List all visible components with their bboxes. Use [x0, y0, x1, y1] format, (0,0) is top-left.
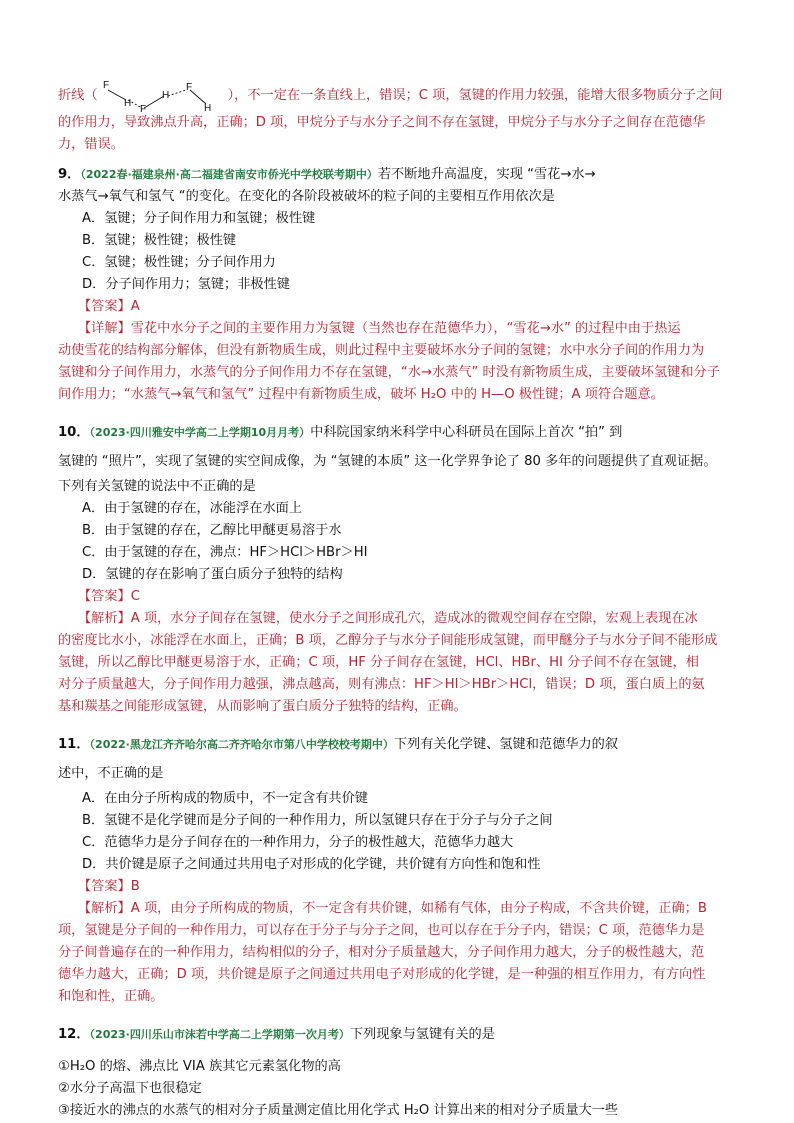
fragment-line-3: 力，错误。: [58, 137, 124, 152]
q10-analysis-text-1: A 项，水分子间存在氢键，使水分子之间形成孔穴，造成冰的微观空间存在空隙，宏观上表现在冰: [130, 611, 698, 626]
q9-number: 9．: [58, 167, 81, 182]
q11-stem-1: 下列有关化学键、氢键和范德华力的叙: [393, 737, 619, 752]
q12-stem-line-1: [58, 1020, 738, 1050]
q9-analysis-tag: 【详解】: [78, 321, 131, 336]
fragment-line-2: 的作用力，导致沸点升高，正确；D 项，甲烷分子与水分子之间不存在氢键，甲烷分子与水分子之间存在范德华: [58, 115, 706, 130]
question-11: [58, 730, 738, 1008]
q10-stem-line-1: [58, 418, 738, 448]
q12-item-3: ③接近水的沸点的水蒸气的相对分子质量测定值比用化学式 H₂O 计算出来的相对分子质量大一些: [58, 1103, 619, 1118]
q9-analysis-line-4: 间作用力；“水蒸气→氧气和氢气” 过程中有新物质生成，破坏 H₂O 中的 H—O 极性键；A 项符合题意。: [58, 387, 664, 402]
q12-item-2: ②水分子高温下也很稳定: [58, 1081, 202, 1096]
q10-analysis-line-1: [58, 608, 738, 630]
q12-number: 12．: [58, 1027, 90, 1042]
q9-stem-line-1: [58, 164, 738, 186]
atom-f-3: F: [185, 82, 192, 93]
question-10: [58, 418, 738, 718]
q11-option-c: C．范德华力是分子间存在的一种作用力，分子的极性越大，范德华力越大: [82, 835, 514, 850]
q11-analysis-line-5: 和饱和性，正确。: [58, 989, 164, 1004]
q11-option-d: D．共价键是原子之间通过共用电子对形成的化学键，共价键有方向性和饱和性: [82, 857, 541, 872]
top-fragment: [58, 78, 738, 156]
q11-analysis-line-2: 项，氢键是分子间的一种作用力，可以存在于分子与分子之间，也可以存在于分子内，错误；C 项，范德华力是: [58, 923, 705, 938]
q10-option-c: C．由于氢键的存在，沸点：HF＞HCl＞HBr＞HI: [82, 545, 368, 560]
fragment-suffix: ），不一定在一条直线上，错误；C 项，氢键的作用力较强，能增大很多物质分子之间: [227, 88, 723, 103]
q9-analysis-line-3: 氢键和分子间作用力，水蒸气的分子间作用力不存在氢键，“水→水蒸气” 时没有新物质生成，主要破坏氢键和分子: [58, 365, 720, 380]
q12-source: （2023·四川乐山市沫若中学高二上学期第一次月考）: [89, 1028, 350, 1041]
q10-analysis-tag: 【解析】: [78, 611, 131, 626]
q11-analysis-tag: 【解析】: [78, 901, 131, 916]
q11-stem-line-1: [58, 730, 738, 760]
atom-f-2: F: [139, 104, 146, 112]
question-9: [58, 164, 738, 406]
atom-h-2: H: [161, 90, 169, 101]
q11-option-b: B．氢键不是化学键而是分子间的一种作用力，所以氢键只存在于分子与分子之间: [82, 813, 553, 828]
q9-option-d: D．分子间作用力；氢键；非极性键: [82, 277, 290, 292]
fragment-prefix: 折线（: [58, 88, 98, 103]
q9-option-b: B．氢键；极性键；极性键: [82, 233, 237, 248]
q10-analysis-line-5: 基和羰基之间能形成氢键，从而影响了蛋白质分子独特的结构，正确。: [58, 699, 467, 714]
q10-analysis-line-4: 对分子质量越大，分子间作用力越强，沸点越高，则有沸点：HF＞HI＞HBr＞HCl，错误；D 项，蛋白质上的氨: [58, 677, 705, 692]
q11-option-a: A．在由分子所构成的物质中，不一定含有共价键: [82, 791, 368, 806]
q9-analysis-text-1: 雪花中水分子之间的主要作用力为氢键（当然也存在范德华力），“雪花→水” 的过程中由于热运: [130, 321, 681, 336]
q11-analysis-line-4: 德华力越大，正确；D 项，共价键是原子之间通过共用电子对形成的化学键，是一种强的相互作用力，有方向性: [58, 967, 706, 982]
q9-option-a: A．氢键；分子间作用力和氢键；极性键: [82, 211, 316, 226]
q9-stem-line-2: 水蒸气→氧气和氢气 “的变化。在变化的各阶段被破坏的粒子间的主要相互作用依次是: [58, 189, 555, 204]
fragment-line-1: [58, 78, 738, 112]
q9-source: （2022春·福建泉州·高二福建省南安市侨光中学校联考期中）: [80, 168, 378, 181]
q10-option-d: D．氢键的存在影响了蛋白质分子独特的结构: [82, 567, 343, 582]
hf-chain-molecule-diagram: [98, 78, 228, 112]
q9-analysis-line-1: [58, 318, 738, 340]
q11-analysis-line-3: 分子间普遍存在的一种作用力，结构相似的分子，相对分子质量越大，分子间作用力越大，分子的极性越大，范: [58, 945, 705, 960]
q12-item-1: ①H₂O 的熔、沸点比 VIA 族其它元素氢化物的高: [58, 1059, 341, 1074]
atom-h-3: H: [203, 103, 211, 112]
q10-stem-1: 中科院国家纳米科学中心科研员在国际上首次 “拍” 到: [310, 425, 623, 440]
q10-option-a: A．由于氢键的存在，冰能浮在水面上: [82, 501, 303, 516]
q11-answer: 【答案】B: [78, 879, 140, 894]
q10-stem-line-3: 下列有关氢键的说法中不正确的是: [58, 479, 256, 494]
q9-answer: 【答案】A: [78, 299, 140, 314]
q10-number: 10．: [58, 425, 90, 440]
q11-stem-line-2: 述中，不正确的是: [58, 766, 164, 781]
page-content: [58, 80, 738, 1122]
q10-answer: 【答案】C: [78, 589, 140, 604]
q11-number: 11．: [58, 737, 90, 752]
q9-option-c: C．氢键；极性键；分子间作用力: [82, 255, 276, 270]
q10-stem-line-2: 氢键的 “照片”，实现了氢键的实空间成像，为 “氢键的本质” 这一化学界争论了 80 多年的问题提供了直观证据。: [58, 454, 717, 469]
hf-chain-svg: [98, 78, 228, 112]
q9-analysis-line-2: 动使雪花的结构部分解体，但没有新物质生成，则此过程中主要破坏水分子间的氢键；水中水分子间的作用力为: [58, 343, 705, 358]
atom-h-1: H: [123, 98, 131, 109]
q10-analysis-line-3: 氢键，所以乙醇比甲醚更易溶于水，正确；C 项，HF 分子间存在氢键，HCl、HBr、HI 分子间不存在氢键，相: [58, 655, 699, 670]
q11-analysis-text-1: A 项，由分子所构成的物质，不一定含有共价键，如稀有气体，由分子构成，不含共价键，正确；B: [130, 901, 707, 916]
q10-source: （2023·四川雅安中学高二上学期10月月考）: [89, 426, 311, 439]
q12-stem-1: 下列现象与氢键有关的是: [349, 1027, 495, 1042]
q11-analysis-line-1: [58, 898, 738, 920]
q10-option-b: B．由于氢键的存在，乙醇比甲醚更易溶于水: [82, 523, 342, 538]
question-12: [58, 1020, 738, 1122]
atom-f-1: F: [102, 80, 109, 91]
q11-source: （2022·黑龙江齐齐哈尔高二齐齐哈尔市第八中学校校考期中）: [89, 738, 394, 751]
q10-analysis-line-2: 的密度比水小，冰能浮在水面上，正确；B 项，乙醇分子与水分子间能形成氢键，而甲醚分子与水分子间不能形成: [58, 633, 718, 648]
q9-stem-1: 若不断地升高温度，实现 “雪花→水→: [377, 167, 596, 182]
